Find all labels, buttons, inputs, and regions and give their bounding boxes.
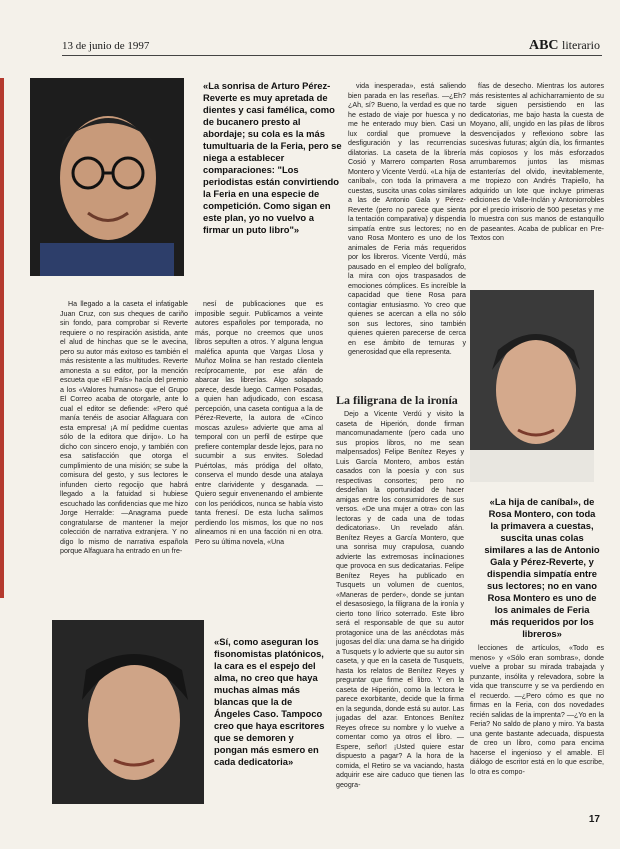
man-portrait-icon — [30, 78, 184, 276]
brand-name: ABC — [528, 38, 559, 53]
woman-portrait-icon — [470, 290, 594, 482]
col3-paragraph: vida inesperada», está saliendo bien parada en las reseñas. —¿Eh? ¿Ah, sí? Bueno, la verdad es que no he estado de viaje por huesca y no me he enterado muy bien. Casi un lux cordial que promueve la desfiguración y las recurrencias dilatorias. La caseta de la librería Cosió y Marrero comparten Rosa Montero y Vicente Verdú. «La hija de caníbal», con toda la primavera a cuestas, suscita unas colas similares a las de Antonio Gala y Pérez-Reverte (pero no parece que sienta la tentación comparativa) y dispendia simpatía entre sus lectores; no en vano Rosa Montero es uno de los animales de Feria más requeridos por los libreros. Vicente Verdú, más pausado en el empleo del bolígrafo, la mira con ojos traspasados de emociones cómplices. Es increíble la capacidad que tiene Rosa para contagiar entusiasmo. Yo creo que quienes se acercan a ella no sólo son sus lectores, sino también quienes quieren parecerse de cerca en ese ámbito de ternuras y generosidad que ella representa. — [348, 82, 466, 356]
column-3-lower — [336, 392, 464, 832]
col3b-paragraph: Dejo a Vicente Verdú y visito la caseta de Hiperión, donde firman mancomunadamente (pero cada uno sus propios libros, no me sean malpensados) Felipe Benítez Reyes y Luis García Montero, ambos están casados con la poesía y con sus respectivas consortes; pero no desdeñan la oportunidad de hacer amigas entre los consumidores de sus versos. «De una mujer a otra» con las lectoras y de cada una de todas dedicatorias». Un revelado afán. Benítez Reyes a García Montero, que una sonrisa muy crapulosa, cuando advierte las extremosas inclinaciones que provoca en sus dedicatarias. Felipe Benítez Reyes ha publicado en Tusquets un volumen de cuentos, «Maneras de perder», donde se juntan el desasosiego, la filigrana de la ironía y cierto tono lírico soterrado. Este libro será el responsable de que su autor protagonice una de las anécdotas más jugosas del día: una dama se ha dirigido a Tusquets y lo advierte que su autor sin caseta, y que en la caseta de Tusquets, hasta los relatos de Benítez Reyes y preguntar que firme el libro. Y en la caseta de Hiperión, como la lectora le parece exorbitante, decide que la firma en la segunda, donde está su autor. Las jugadas del azar. Entonces Benítez Reyes ofrece su nombre y lo vuelve a comentar como ya otros el libro. —Espere, señor! ¡Usted quiere estar dispuesto a pagar? A la hora de la comida, el Retiro se va vaciando, hasta adquirir ese aire caduco que tienen las geogra- — [336, 410, 464, 789]
column-2 — [195, 300, 323, 615]
column-4-lower — [470, 644, 604, 820]
issue-date: 13 de junio de 1997 — [62, 40, 150, 52]
column-3-top — [348, 82, 466, 387]
header-rule — [62, 55, 602, 56]
pull-quote-montero: «La hija de caníbal», de Rosa Montero, con toda la primavera a cuestas, suscita unas colas similares a las de Antonio Gala y Pérez-Reverte, y dispendia simpatía entre sus lectores; no en vano Rosa Montero es uno de los animales de Feria más requeridos por los libreros» — [484, 496, 600, 640]
photo-author-man — [30, 78, 184, 276]
section-subhead: La filigrana de la ironía — [336, 393, 458, 407]
pull-quote-reverte: «La sonrisa de Arturo Pérez-Reverte es muy apretada de dientes y casi famélica, como de bucanero presto al abordaje; su cola es la más tumultuaria de la Feria, pero se niega a establecer comparaciones: "Los periodistas están convirtiendo la Feria en una especie de competición. Como sigan en este plan, yo no vuelvo a firmar un puto libro"» — [203, 80, 342, 236]
column-1 — [60, 300, 188, 600]
col2-paragraph: nesí de publicaciones que es imposible seguir. Publicamos a veinte autores españoles por temporada, no más, porque no creemos que unos libros sepulten a otros. Y alguna lengua maléfica apunta que Vargas Llosa y Muñoz Molina se han restado clientela recíprocamente, por ese afán de abarcar las librerías. Algo solapado parece, desde luego. Carmen Posadas, a quien han adjudicado, con escasa percepción, una caseta contigua a la de Pérez-Reverte, la autora de «Cinco moscas azules» advierte que ama al temporal con un perfil de estirpe que prefiere contemplar desde lejos, para no sucumbir a sus envites. Soledad Puértolas, más pródiga del olfato, conserva el mundo desde una atalaya entre clarividente y desganada. —Quiero seguir envenenando el ambiente con los periódicos, nunca se había visto tanta frenesí. De esta lucha salimos perdiendo los mismos, los que no nos alineamos ni en una facción ni en otra. Pero su última novela, «Una — [195, 300, 323, 546]
page-number: 17 — [588, 814, 600, 825]
photo-author-woman-dark-hair — [52, 620, 204, 804]
section-name: literario — [562, 38, 600, 52]
col4b-paragraph: lecciones de artículos, «Todo es menos» y «Sólo eran sombras», donde vuelve a probar su mirada trabajada y punzante, insólita y relevadora, sobre la vida que transcurre y se va perdiendo en el recuerdo. —¿Pero cómo es que no firmas en la Feria, con dos novedades recién salidas de la imprenta? —¿Yo en la Feria? No saldo de plano y miro. Ya basta una gente bastante adecuada, dispuesta de creo un libro, como para encima hacerse el ingenioso y el amable. El diálogo de escritor está en lo que escribe, lo otra es compo- — [470, 644, 604, 776]
col4-paragraph: fías de desecho. Mientras los autores más resistentes al achicharramiento de su tarde siguen persistiendo en las dedicatorias, me bajo hasta la cuesta de Moyano, allí, ungido en las pilas de libros desvencijados y reflexiono sobre las sucesivas futuras; algún día, los firmantes más copiosos y los más esforzados arrumbaremos juntos las mismas estanterías del olvido, inevitablemente, me tropiezo con Andrés Trapiello, ha adquirido un lote que incluye primeras ediciones de Valle-Inclán y Antoniorrobles por el precio irrisorio de 500 pesetas y me lo muestra con sus manos de estanquillo de paseantes. Acaba de publicar en Pre-Textos con — [470, 82, 604, 242]
col1-paragraph: Ha llegado a la caseta el infatigable Juan Cruz, con sus cheques de cariño sin fondo, para comprobar si Reverte requiere o no respiración asistida, ante el alud de hinchas que se le avecina, pero su autor más exitoso es también el más resistente a las multitudes. Reverte amonesta a su editor, por la mención escueta que «El País» hacía del premio a los «Valores humanos» que el Grupo El Correo acaba de otorgarle, ante lo cual el editor se defiende: «Pero qué manía tenéis de asociar Alfaguara con esta empresa! ¡A mí pedidme cuentas sólo de la editora que dirijo». Lo ha dicho con sincero enojo, y también con esa satisfacción que otorga el cumplimiento de una misión; se sube la comisura del gesto, y sus lectores le infunden cierto regocijo que habrá llegado a la fatuidad si hubiese escuchado las confidencias que me hizo Jorge Herralde: —Anagrama puede congratularse de mantener la mejor colección de narrativa extranjera. Y no digo lo mismo de narrativa española porque Alfaguara ha entrado en un fre- — [60, 300, 188, 555]
page-edge-strip — [0, 78, 4, 598]
column-4-top — [470, 82, 604, 282]
masthead — [529, 38, 600, 54]
photo-author-woman-short-hair — [470, 290, 594, 482]
woman-portrait-dark-icon — [52, 620, 204, 804]
pull-quote-caso: «Sí, como aseguran los fisonomistas platónicos, la cara es el espejo del alma, no creo que haya muchas almas más blancas que la de Ángeles Caso. Tampoco creo que haya escritores que se demoren y pongan más esmero en cada dedicatoria» — [214, 636, 325, 768]
